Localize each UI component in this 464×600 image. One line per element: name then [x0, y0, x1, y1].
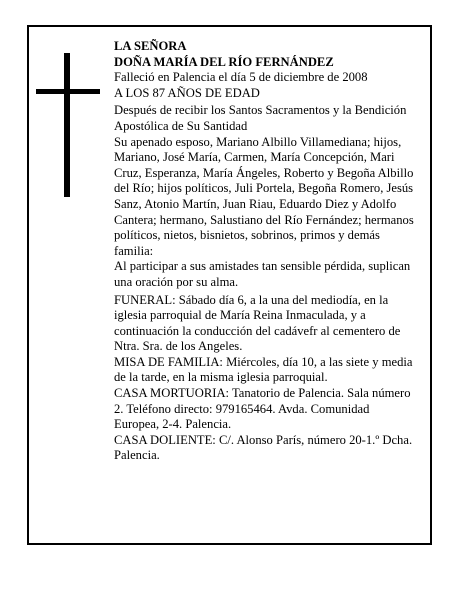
family-paragraph: Su apenado esposo, Mariano Albillo Villamediana; hijos, Mariano, José María, Carmen, María Concepción, Mari Cruz, Esperanza, María Ángeles, Roberto y Begoña Albillo del Río; hijos políticos, Juli Portela, Begoña Romero, Jesús Sanz, Atonio Martín, Juan Riau, Eduardo Diez y Adolfo Cantera; hermano, Salustiano del Río Fernández; hermanos políticos, nietos, bisnietos, sobrinos, primos y demás familia: — [114, 134, 414, 258]
mourning-house-paragraph: CASA DOLIENTE: C/. Alonso París, número 20-1.º Dcha. Palencia. — [114, 432, 413, 463]
title-line-1: LA SEÑORA — [114, 39, 187, 53]
death-info: Falleció en Palencia el día 5 de diciembre de 2008 — [114, 70, 368, 85]
sacraments-paragraph: Después de recibir los Santos Sacramentos y la Bendición Apostólica de Su Santidad — [114, 103, 407, 133]
family-mass-paragraph: MISA DE FAMILIA: Miércoles, día 10, a las siete y media de la tarde, en la misma iglesia parroquial. — [114, 354, 413, 385]
deceased-name: DOÑA MARÍA DEL RÍO FERNÁNDEZ — [114, 54, 334, 69]
cross-horizontal-bar — [36, 89, 100, 94]
cross-icon — [36, 53, 100, 197]
obituary-text — [114, 39, 414, 464]
funeral-paragraph: FUNERAL: Sábado día 6, a la una del mediodía, en la iglesia parroquial de María Reina Inmaculada, y a continuación la conducción del cadávefr al cementero de Ntra. Sra. de los Angeles. — [114, 292, 401, 354]
cross-vertical-bar — [64, 53, 70, 197]
age-line: A LOS 87 AÑOS DE EDAD — [114, 85, 260, 100]
funeral-home-paragraph: CASA MORTUORIA: Tanatorio de Palencia. Sala número 2. Teléfono directo: 979165464. Avda. Comunidad Europea, 2-4. Palencia. — [114, 386, 411, 432]
prayer-request-paragraph: Al participar a sus amistades tan sensible pérdida, suplican una oración por su alma. — [114, 259, 411, 289]
